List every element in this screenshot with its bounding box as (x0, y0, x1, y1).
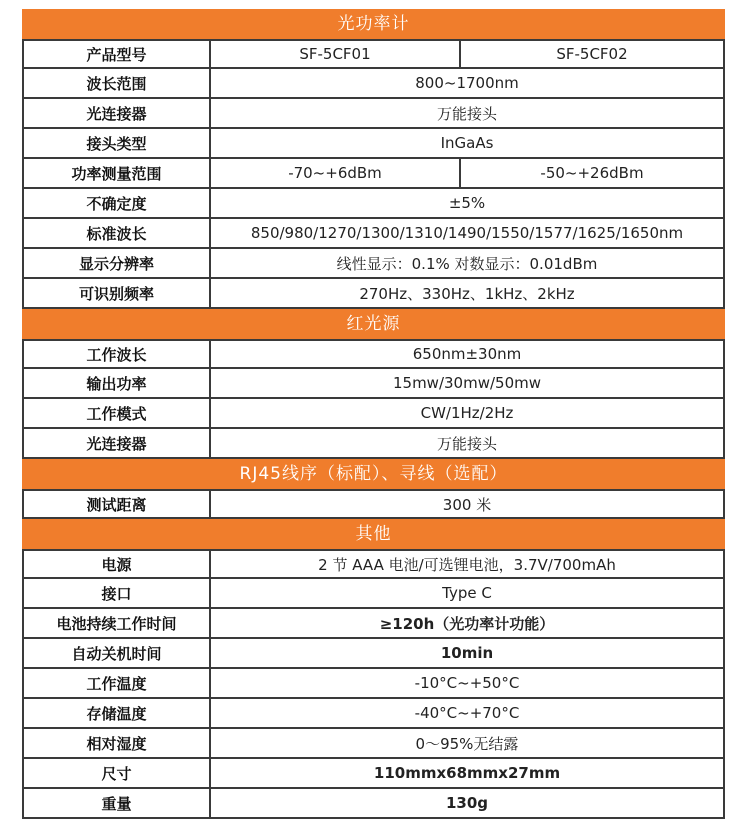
spec-value: -40°C~+70°C (414, 704, 520, 722)
spec-label: 不确定度 (24, 189, 211, 217)
spec-row (22, 39, 725, 69)
spec-row (22, 69, 725, 99)
spec-value: 850/980/1270/1300/1310/1490/1550/1577/1625/1650nm (250, 224, 684, 242)
spec-row (22, 609, 725, 639)
spec-label: 工作模式 (24, 399, 211, 427)
spec-label: 测试距离 (24, 491, 211, 517)
spec-label: 输出功率 (24, 369, 211, 397)
spec-label: 功率测量范围 (24, 159, 211, 187)
section-header: 光功率计 (22, 9, 725, 39)
spec-row (22, 429, 725, 459)
spec-label: 电源 (24, 551, 211, 577)
spec-label: 标准波长 (24, 219, 211, 247)
spec-row (22, 249, 725, 279)
spec-value: 0～95%无结露 (415, 734, 519, 753)
spec-value: -10°C~+50°C (414, 674, 520, 692)
spec-row (22, 549, 725, 579)
spec-label: 光连接器 (24, 429, 211, 457)
spec-row (22, 399, 725, 429)
spec-label: 工作温度 (24, 669, 211, 697)
spec-label: 接口 (24, 579, 211, 607)
spec-value: 线性显示：0.1% 对数显示：0.01dBm (336, 254, 598, 273)
spec-label: 重量 (24, 789, 211, 817)
spec-value: 万能接头 (436, 104, 497, 123)
spec-value: ≥120h（光功率计功能） (379, 614, 555, 633)
spec-label: 存储温度 (24, 699, 211, 727)
spec-value: SF-5CF01 (299, 45, 371, 63)
spec-row (22, 369, 725, 399)
spec-value: 15mw/30mw/50mw (392, 374, 541, 392)
spec-row (22, 579, 725, 609)
spec-row (22, 129, 725, 159)
spec-row (22, 639, 725, 669)
spec-row (22, 729, 725, 759)
spec-label: 光连接器 (24, 99, 211, 127)
spec-row (22, 279, 725, 309)
spec-value: -70~+6dBm (288, 164, 382, 182)
spec-label: 电池持续工作时间 (24, 609, 211, 637)
section-header: 其他 (22, 519, 725, 549)
spec-label: 相对湿度 (24, 729, 211, 757)
spec-row (22, 789, 725, 819)
spec-label: 波长范围 (24, 69, 211, 97)
spec-value: 650nm±30nm (412, 345, 522, 363)
spec-value: CW/1Hz/2Hz (420, 404, 514, 422)
section-header: RJ45线序（标配）、寻线（选配） (22, 459, 725, 489)
spec-value: InGaAs (440, 134, 494, 152)
spec-value: 800~1700nm (415, 74, 519, 92)
spec-row (22, 699, 725, 729)
spec-value: 2 节 AAA 电池/可选锂电池，3.7V/700mAh (318, 555, 616, 574)
spec-value: ±5% (448, 194, 486, 212)
spec-table (22, 9, 725, 819)
spec-row (22, 159, 725, 189)
spec-value: -50~+26dBm (459, 159, 723, 187)
spec-label: 尺寸 (24, 759, 211, 787)
spec-value: 130g (445, 794, 489, 812)
spec-value: 300 米 (442, 495, 492, 514)
spec-label: 接头类型 (24, 129, 211, 157)
spec-value: 万能接头 (436, 434, 497, 453)
spec-label: 工作波长 (24, 341, 211, 367)
spec-row (22, 759, 725, 789)
spec-value: 110mmx68mmx27mm (373, 764, 561, 782)
spec-value: 10min (440, 644, 494, 662)
spec-row (22, 219, 725, 249)
spec-value: Type C (442, 584, 492, 602)
spec-row (22, 489, 725, 519)
section-header: 红光源 (22, 309, 725, 339)
spec-label: 显示分辨率 (24, 249, 211, 277)
spec-label: 自动关机时间 (24, 639, 211, 667)
spec-row (22, 189, 725, 219)
spec-label: 产品型号 (24, 41, 211, 67)
spec-row (22, 669, 725, 699)
spec-value: SF-5CF02 (459, 41, 723, 67)
spec-label: 可识别频率 (24, 279, 211, 307)
spec-row (22, 339, 725, 369)
spec-row (22, 99, 725, 129)
spec-value: 270Hz、330Hz、1kHz、2kHz (359, 284, 575, 303)
